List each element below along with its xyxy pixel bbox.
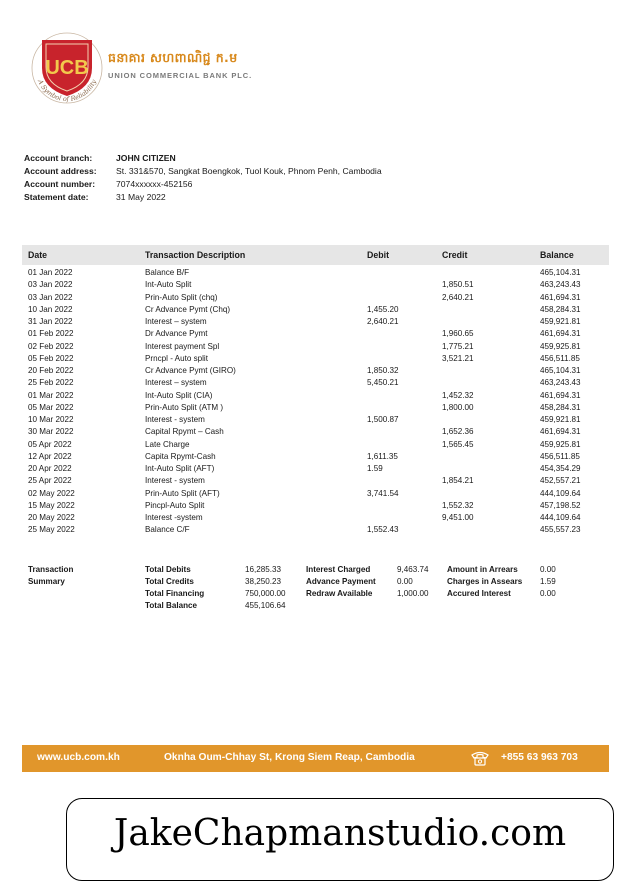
cell-date: 03 Jan 2022: [28, 280, 73, 290]
watermark-text: JakeChapmanstudio.com: [113, 813, 567, 854]
account-number-row: [24, 178, 382, 191]
cell-balance: 459,921.81: [540, 415, 581, 424]
cell-description: Late Charge: [145, 439, 190, 449]
cell-description: Balance B/F: [145, 268, 190, 277]
cell-description: Int-Auto Split: [145, 280, 192, 290]
cell-balance: 465,104.31: [540, 268, 581, 277]
transactions-table-body: [22, 267, 609, 537]
cell-credit: 1,652.36: [442, 427, 474, 437]
total-financing-label: Total Financing: [145, 589, 205, 598]
cell-date: 20 Apr 2022: [28, 464, 72, 473]
summary-title-line1: Transaction: [28, 565, 74, 574]
cell-balance: 444,109.64: [540, 488, 581, 498]
cell-credit: 1,452.32: [442, 390, 474, 400]
logo-text: UCB: [45, 57, 89, 79]
cell-date: 20 May 2022: [28, 513, 75, 522]
statement-date-label: Statement date:: [24, 192, 89, 202]
table-row: [22, 426, 609, 438]
total-credits-label: Total Credits: [145, 577, 194, 586]
cell-credit: 2,640.21: [442, 292, 474, 302]
cell-date: 05 Apr 2022: [28, 439, 72, 449]
watermark-box: [66, 798, 614, 881]
header-credit: Credit: [442, 250, 468, 260]
cell-balance: 461,694.31: [540, 427, 581, 437]
cell-balance: 454,354.29: [540, 464, 581, 473]
cell-credit: 1,552.32: [442, 500, 474, 510]
cell-balance: 444,109.64: [540, 513, 581, 522]
account-branch-row: [24, 152, 382, 165]
table-row: [22, 451, 609, 463]
cell-date: 02 May 2022: [28, 488, 75, 498]
bank-name-block: [108, 50, 252, 80]
cell-balance: 465,104.31: [540, 366, 581, 375]
cell-credit: 3,521.21: [442, 353, 474, 363]
table-row: [22, 488, 609, 500]
table-row: [22, 475, 609, 487]
cell-credit: 1,850.51: [442, 280, 474, 290]
header-debit: Debit: [367, 250, 389, 260]
total-credits-value: 38,250.23: [245, 577, 282, 586]
cell-description: Interest payment Spl: [145, 341, 220, 351]
logo-tagline: A Symbol of Reliability: [36, 78, 98, 104]
cell-credit: 1,854.21: [442, 476, 474, 486]
amount-in-arrears-label: Amount in Arrears: [447, 565, 518, 574]
cell-description: Interest – system: [145, 317, 207, 326]
account-info: [24, 152, 382, 204]
account-address-label: Account address:: [24, 166, 97, 176]
cell-balance: 458,284.31: [540, 402, 581, 412]
cell-balance: 458,284.31: [540, 304, 581, 314]
cell-description: Interest -system: [145, 513, 203, 522]
account-branch-value: JOHN CITIZEN: [116, 153, 176, 163]
cell-description: Prin-Auto Split (AFT): [145, 488, 220, 498]
table-row: [22, 463, 609, 475]
phone-icon: [470, 750, 490, 767]
interest-charged-value: 9,463.74: [397, 565, 429, 574]
cell-balance: 456,511.85: [540, 451, 580, 461]
total-financing-value: 750,000.00: [245, 589, 286, 598]
cell-debit: 2,640.21: [367, 317, 399, 326]
footer-bar: [22, 745, 609, 772]
cell-description: Capita Rpymt-Cash: [145, 451, 216, 461]
total-balance-value: 455,106.64: [245, 601, 286, 610]
statement-date-row: [24, 191, 382, 204]
cell-balance: 461,694.31: [540, 292, 581, 302]
cell-debit: 1,455.20: [367, 304, 399, 314]
cell-debit: 1,611.35: [367, 451, 398, 461]
cell-balance: 461,694.31: [540, 329, 581, 339]
cell-debit: 5,450.21: [367, 378, 399, 388]
cell-date: 03 Jan 2022: [28, 292, 73, 302]
footer-address: Oknha Oum-Chhay St, Krong Siem Reap, Cambodia: [164, 752, 415, 763]
cell-date: 12 Apr 2022: [28, 451, 72, 461]
cell-balance: 463,243.43: [540, 280, 581, 290]
table-row: [22, 500, 609, 512]
cell-date: 25 Apr 2022: [28, 476, 72, 486]
table-row: [22, 377, 609, 389]
header-date: Date: [28, 250, 48, 260]
table-row: [22, 279, 609, 291]
account-address-row: [24, 165, 382, 178]
bank-name-khmer: ធនាគារ សហពាណិជ្ជ ក.ម: [108, 50, 238, 65]
footer-website[interactable]: www.ucb.com.kh: [37, 752, 120, 763]
cell-date: 01 Mar 2022: [28, 390, 74, 400]
account-number-value: 7074xxxxxx-452156: [116, 179, 193, 189]
cell-description: Interest – system: [145, 378, 207, 388]
amount-in-arrears-value: 0.00: [540, 565, 556, 574]
cell-date: 30 Mar 2022: [28, 427, 74, 437]
cell-description: Int-Auto Split (CIA): [145, 390, 213, 400]
cell-description: Pincpl-Auto Split: [145, 500, 205, 510]
accured-interest-label: Accured Interest: [447, 589, 511, 598]
cell-date: 10 Mar 2022: [28, 415, 74, 424]
cell-description: Interest - system: [145, 476, 205, 486]
table-row: [22, 341, 609, 353]
cell-date: 25 May 2022: [28, 525, 75, 535]
cell-debit: 1,552.43: [367, 525, 399, 535]
account-address-value: St. 331&570, Sangkat Boengkok, Tuol Kouk, Phnom Penh, Cambodia: [116, 166, 382, 176]
cell-credit: 9,451.00: [442, 513, 474, 522]
table-row: [22, 316, 609, 328]
total-debits-label: Total Debits: [145, 565, 191, 574]
cell-balance: 463,243.43: [540, 378, 581, 388]
cell-date: 02 Feb 2022: [28, 341, 74, 351]
header-description: Transaction Description: [145, 250, 246, 260]
interest-charged-label: Interest Charged: [306, 565, 371, 574]
charges-in-arrears-value: 1.59: [540, 577, 556, 586]
accured-interest-value: 0.00: [540, 589, 556, 598]
cell-date: 10 Jan 2022: [28, 304, 73, 314]
redraw-available-label: Redraw Available: [306, 589, 373, 598]
table-row: [22, 304, 609, 316]
cell-debit: 1,500.87: [367, 415, 399, 424]
cell-debit: 1.59: [367, 464, 383, 473]
footer-phone: +855 63 963 703: [501, 752, 578, 763]
cell-description: Capital Rpymt – Cash: [145, 427, 224, 437]
summary-title-line2: Summary: [28, 577, 65, 586]
account-branch-label: Account branch:: [24, 153, 93, 163]
table-row: [22, 292, 609, 304]
cell-balance: 459,925.81: [540, 439, 581, 449]
cell-description: Prncpl - Auto split: [145, 353, 208, 363]
bank-name-english: UNION COMMERCIAL BANK PLC.: [108, 71, 253, 80]
cell-credit: 1,800.00: [442, 402, 474, 412]
cell-balance: 452,557.21: [540, 476, 581, 486]
cell-date: 25 Feb 2022: [28, 378, 74, 388]
header-balance: Balance: [540, 250, 574, 260]
cell-balance: 456,511.85: [540, 353, 580, 363]
table-row: [22, 353, 609, 365]
cell-description: Prin-Auto Split (chq): [145, 292, 218, 302]
cell-date: 05 Feb 2022: [28, 353, 74, 363]
redraw-available-value: 1,000.00: [397, 589, 429, 598]
charges-in-arrears-label: Charges in Assears: [447, 577, 523, 586]
cell-date: 31 Jan 2022: [28, 317, 73, 326]
table-row: [22, 524, 609, 536]
total-balance-label: Total Balance: [145, 601, 198, 610]
statement-date-value: 31 May 2022: [116, 192, 166, 202]
cell-balance: 459,925.81: [540, 341, 581, 351]
cell-description: Balance C/F: [145, 525, 190, 535]
account-number-label: Account number:: [24, 179, 96, 189]
cell-description: Prin-Auto Split (ATM ): [145, 402, 224, 412]
table-row: [22, 267, 609, 279]
cell-description: Dr Advance Pymt: [145, 329, 208, 339]
cell-description: Interest - system: [145, 415, 205, 424]
cell-date: 05 Mar 2022: [28, 402, 74, 412]
table-row: [22, 414, 609, 426]
cell-balance: 455,557.23: [540, 525, 581, 535]
cell-description: Cr Advance Pymt (GIRO): [145, 366, 236, 375]
cell-credit: 1,960.65: [442, 329, 474, 339]
ucb-logo: [28, 30, 106, 108]
cell-balance: 459,921.81: [540, 317, 581, 326]
cell-credit: 1,775.21: [442, 341, 474, 351]
advance-payment-value: 0.00: [397, 577, 413, 586]
transactions-table-header: [22, 245, 609, 265]
cell-description: Int-Auto Split (AFT): [145, 464, 215, 473]
cell-description: Cr Advance Pymt (Chq): [145, 304, 231, 314]
cell-balance: 457,198.52: [540, 500, 581, 510]
cell-credit: 1,565.45: [442, 439, 474, 449]
cell-date: 01 Feb 2022: [28, 329, 74, 339]
table-row: [22, 365, 609, 377]
cell-date: 20 Feb 2022: [28, 366, 74, 375]
cell-debit: 1,850.32: [367, 366, 399, 375]
table-row: [22, 328, 609, 340]
table-row: [22, 390, 609, 402]
total-debits-value: 16,285.33: [245, 565, 282, 574]
cell-date: 15 May 2022: [28, 500, 75, 510]
advance-payment-label: Advance Payment: [306, 577, 376, 586]
cell-debit: 3,741.54: [367, 488, 399, 498]
cell-date: 01 Jan 2022: [28, 268, 73, 277]
table-row: [22, 512, 609, 524]
table-row: [22, 402, 609, 414]
cell-balance: 461,694.31: [540, 390, 581, 400]
table-row: [22, 439, 609, 451]
